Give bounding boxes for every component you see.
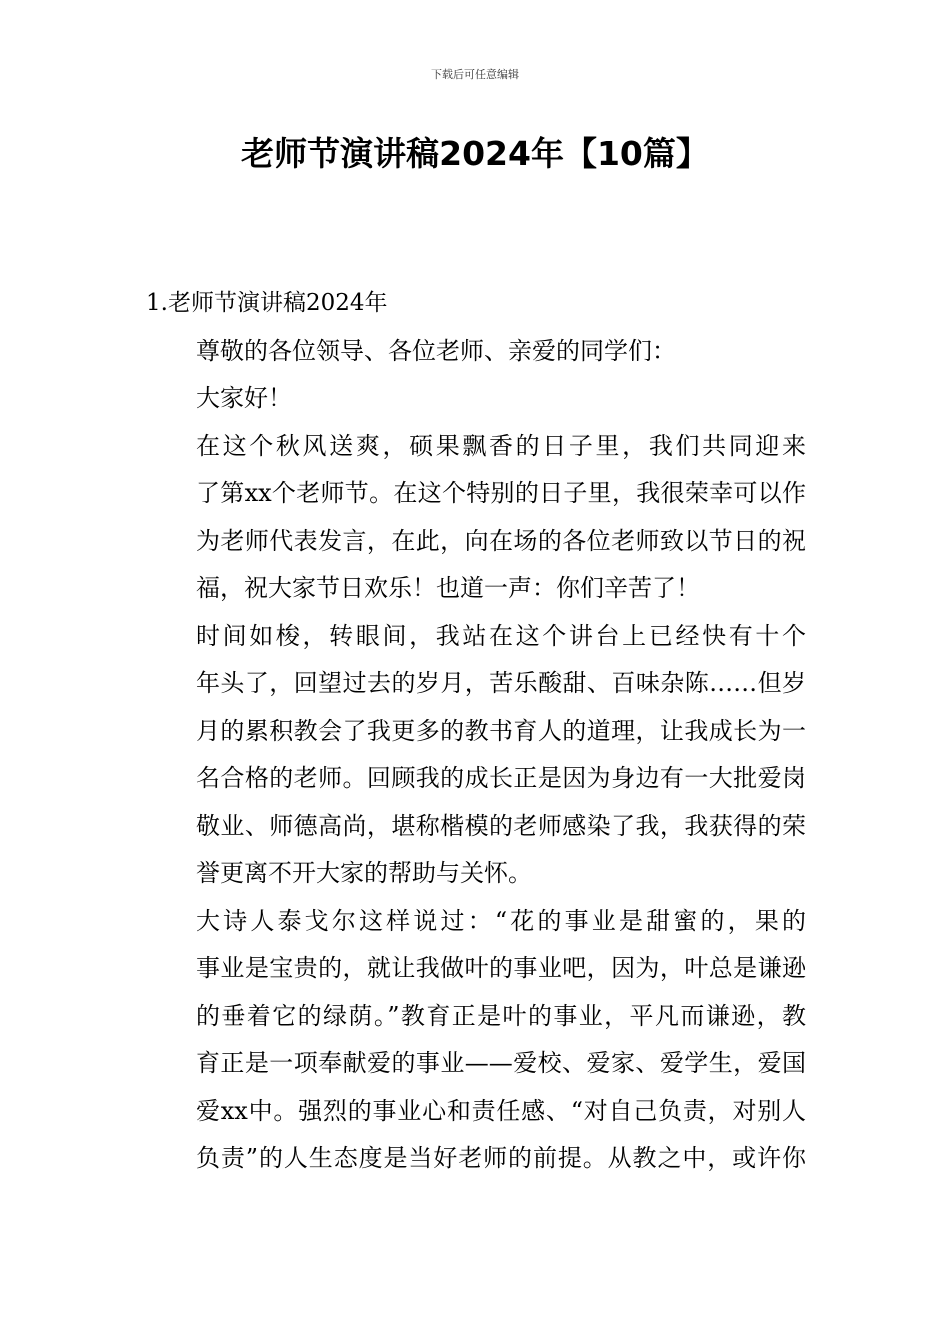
paragraph-line: 了第xx个老师节。在这个特别的日子里，我很荣幸可以作 <box>196 479 806 507</box>
section-heading: 1.老师节演讲稿2024年 <box>146 290 388 316</box>
paragraph-line: 育正是一项奉献爱的事业——爱校、爱家、爱学生，爱国 <box>196 1049 806 1077</box>
header-note: 下载后可任意编辑 <box>431 68 519 81</box>
paragraph-2 <box>146 613 806 898</box>
salutation: 尊敬的各位领导、各位老师、亲爱的同学们： <box>196 336 676 365</box>
paragraph-line: 敬业、师德高尚，堪称楷模的老师感染了我，我获得的荣 <box>196 811 806 840</box>
paragraph-line: 在这个秋风送爽，硕果飘香的日子里，我们共同迎来 <box>196 431 806 460</box>
paragraph-line: 年头了，回望过去的岁月，苦乐酸甜、百味杂陈……但岁 <box>196 669 806 697</box>
paragraph-line: 为老师代表发言，在此，向在场的各位老师致以节日的祝 <box>196 526 806 555</box>
paragraph-line: 名合格的老师。回顾我的成长正是因为身边有一大批爱岗 <box>196 764 806 792</box>
paragraph-3 <box>146 898 806 1183</box>
paragraph-1 <box>146 423 806 613</box>
paragraph-line: 的垂着它的绿荫。”教育正是叶的事业，平凡而谦逊，教 <box>196 1001 806 1030</box>
paragraph-line: 誉更离不开大家的帮助与关怀。 <box>196 859 532 887</box>
paragraph-line: 时间如梭，转眼间，我站在这个讲台上已经快有十个 <box>196 621 806 650</box>
paragraph-line: 负责”的人生态度是当好老师的前提。从教之中，或许你 <box>196 1144 806 1172</box>
paragraph-line: 大诗人泰戈尔这样说过：“花的事业是甜蜜的，果的 <box>196 906 806 935</box>
paragraph-line: 月的累积教会了我更多的教书育人的道理，让我成长为一 <box>196 716 806 745</box>
paragraph-line: 事业是宝贵的，就让我做叶的事业吧，因为，叶总是谦逊 <box>196 954 806 982</box>
document-body <box>146 280 806 1183</box>
greeting: 大家好！ <box>196 384 292 412</box>
paragraph-line: 爱xx中。强烈的事业心和责任感、“对自己负责，对别人 <box>196 1096 806 1125</box>
paragraph-line: 福，祝大家节日欢乐！也道一声：你们辛苦了！ <box>196 574 700 602</box>
document-title: 老师节演讲稿2024年【10篇】 <box>241 134 709 173</box>
